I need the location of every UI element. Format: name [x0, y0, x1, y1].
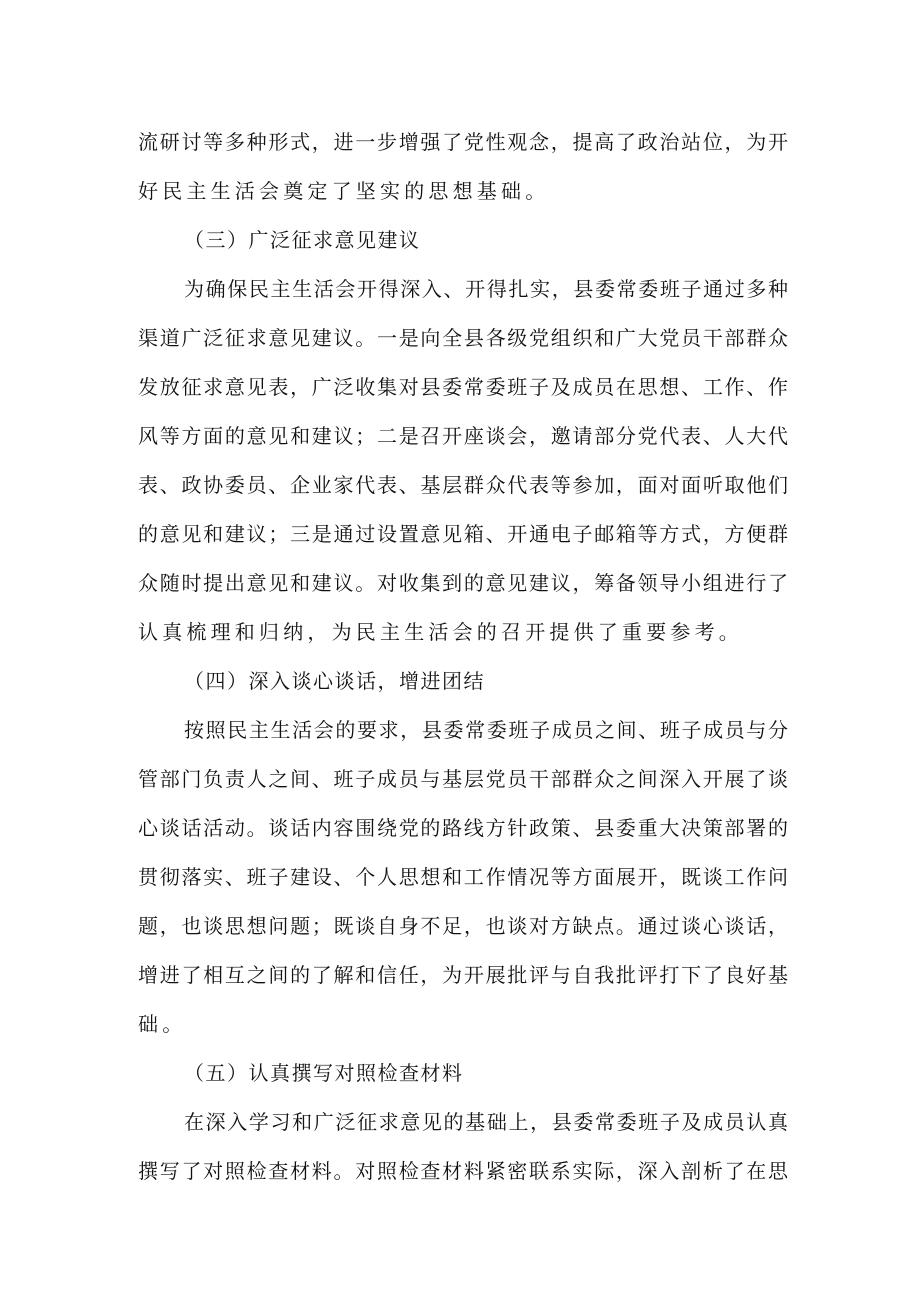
text-line: 表、政协委员、企业家代表、基层群众代表等参加，面对面听取他们 [138, 473, 788, 497]
text-line: 好民主生活会奠定了坚实的思想基础。 [138, 179, 550, 203]
text-line: 的意见和建议；三是通过设置意见箱、开通电子邮箱等方式，方便群 [138, 522, 788, 546]
paragraph-first-line: 按照民主生活会的要求，县委常委班子成员之间、班子成员与分 [184, 718, 788, 742]
text-line: 础。 [138, 1012, 187, 1036]
text-line: 渠道广泛征求意见建议。一是向全县各级党组织和广大党员干部群众 [138, 326, 788, 350]
paragraph-first-line: 在深入学习和广泛征求意见的基础上，县委常委班子及成员认真 [184, 1110, 788, 1134]
text-line: 流研讨等多种形式，进一步增强了党性观念，提高了政治站位，为开 [138, 130, 788, 154]
text-line: 认真梳理和归纳，为民主生活会的召开提供了重要参考。 [138, 620, 743, 644]
text-line: 众随时提出意见和建议。对收集到的意见建议，筹备领导小组进行了 [138, 571, 788, 595]
paragraph-first-line: 为确保民主生活会开得深入、开得扎实，县委常委班子通过多种 [184, 277, 788, 301]
section-heading-4: （四）深入谈心谈话，增进团结 [184, 669, 485, 693]
text-line: 撰写了对照检查材料。对照检查材料紧密联系实际，深入剖析了在思 [138, 1159, 788, 1183]
text-line: 发放征求意见表，广泛收集对县委常委班子及成员在思想、工作、作 [138, 375, 788, 399]
text-line: 管部门负责人之间、班子成员与基层党员干部群众之间深入开展了谈 [138, 767, 788, 791]
text-line: 题，也谈思想问题；既谈自身不足，也谈对方缺点。通过谈心谈话， [138, 914, 788, 938]
section-heading-5: （五）认真撰写对照检查材料 [184, 1061, 464, 1085]
text-line: 增进了相互之间的了解和信任，为开展批评与自我批评打下了良好基 [138, 963, 788, 987]
text-line: 风等方面的意见和建议；二是召开座谈会，邀请部分党代表、人大代 [138, 424, 788, 448]
text-line: 心谈话活动。谈话内容围绕党的路线方针政策、县委重大决策部署的 [138, 816, 788, 840]
text-line: 贯彻落实、班子建设、个人思想和工作情况等方面展开，既谈工作问 [138, 865, 788, 889]
section-heading-3: （三）广泛征求意见建议 [184, 228, 421, 252]
document-body [138, 118, 788, 1196]
